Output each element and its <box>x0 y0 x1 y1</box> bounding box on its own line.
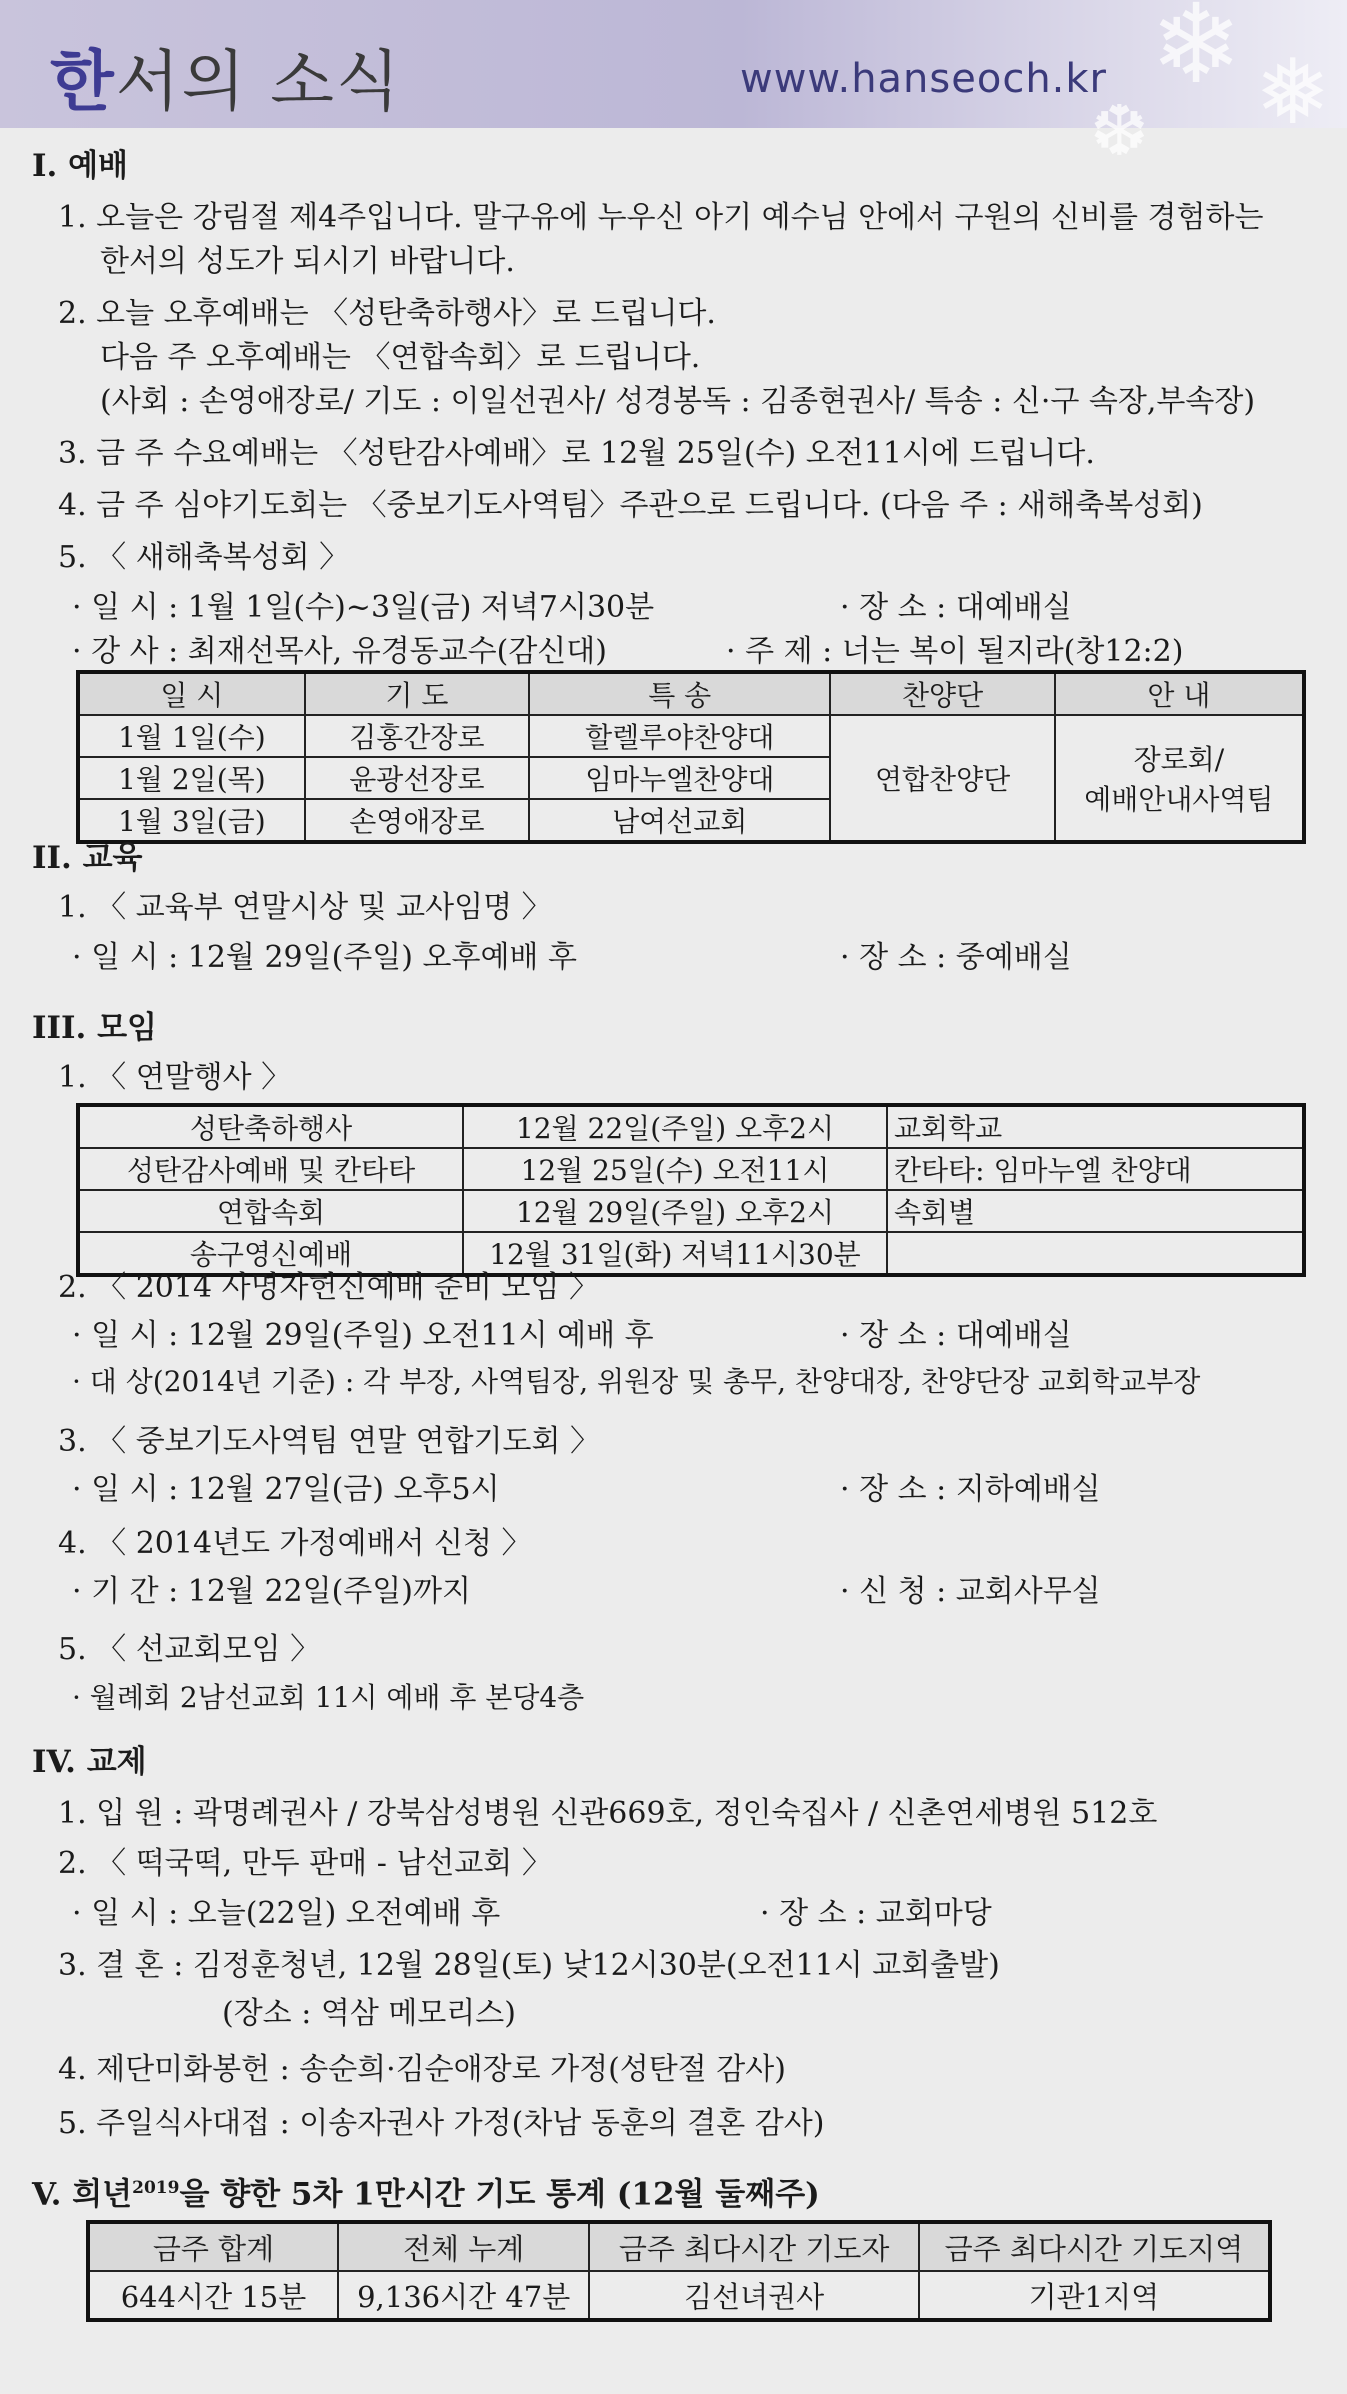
snowflake-icon: ❅ <box>1255 40 1331 145</box>
list-item: 5. 〈 선교회모임 〉 <box>58 1632 321 1667</box>
table-row <box>88 2271 1270 2320</box>
table-row <box>78 715 1304 757</box>
event-place: · 장 소 : 대예배실 <box>840 1318 1072 1353</box>
table-cell: 속회별 <box>887 1190 1304 1232</box>
list-item-continued: 한서의 성도가 되시기 바랍니다. <box>100 244 515 279</box>
list-item-continued: (사회 : 손영애장로/ 기도 : 이일선권사/ 성경봉독 : 김종현권사/ 특송 : 신·구 속장,부속장) <box>100 384 1256 419</box>
table-cell: 김홍간장로 <box>305 715 529 757</box>
list-item: 4. 금 주 심야기도회는 〈중보기도사역팀〉주관으로 드립니다. (다음 주 : 새해축복성회) <box>58 488 1203 523</box>
guide-line: 예배안내사역팀 <box>1084 783 1274 816</box>
table-header-cell: 안 내 <box>1055 672 1304 715</box>
table-row <box>78 1148 1304 1190</box>
table-cell: 칸타타: 임마누엘 찬양대 <box>887 1148 1304 1190</box>
section-heading: II. 교육 <box>32 840 143 876</box>
event-date: · 일 시 : 12월 27일(금) 오후5시 <box>72 1472 500 1507</box>
event-theme: · 주 제 : 너는 복이 될지라(창12:2) <box>726 634 1184 669</box>
event-date: · 일 시 : 오늘(22일) 오전예배 후 <box>72 1896 501 1931</box>
event-apply: · 신 청 : 교회사무실 <box>840 1574 1101 1609</box>
event-place: · 장 소 : 지하예배실 <box>840 1472 1101 1507</box>
list-item-continued: 다음 주 오후예배는 〈연합속회〉로 드립니다. <box>100 340 701 375</box>
table-header-cell: 특 송 <box>529 672 830 715</box>
table-cell: 1월 2일(목) <box>78 757 305 799</box>
event-place: · 장 소 : 대예배실 <box>840 590 1072 625</box>
event-place: · 장 소 : 교회마당 <box>760 1896 992 1931</box>
list-item: 2. 〈 2014 사명자헌신예배 준비 모임 〉 <box>58 1270 599 1305</box>
prayer-stats-table <box>86 2220 1272 2322</box>
table-cell: 손영애장로 <box>305 799 529 842</box>
year-end-events-table <box>76 1103 1306 1277</box>
choir-cell: 연합찬양단 <box>830 715 1054 842</box>
section-heading: III. 모임 <box>32 1010 157 1046</box>
list-item: 2. 〈 떡국떡, 만두 판매 - 남선교회 〉 <box>58 1846 552 1881</box>
list-item: 3. 〈 중보기도사역팀 연말 연합기도회 〉 <box>58 1424 601 1459</box>
table-cell: 윤광선장로 <box>305 757 529 799</box>
event-place: · 장 소 : 중예배실 <box>840 940 1072 975</box>
event-target: · 대 상(2014년 기준) : 각 부장, 사역팀장, 위원장 및 총무, 찬양대장, 찬양단장 교회학교부장 <box>72 1365 1201 1398</box>
table-cell: 성탄축하행사 <box>78 1105 463 1148</box>
section-heading: IV. 교제 <box>32 1744 147 1780</box>
event-detail: · 월례회 2남선교회 11시 예배 후 본당4층 <box>72 1681 585 1714</box>
event-date: · 일 시 : 12월 29일(주일) 오후예배 후 <box>72 940 577 975</box>
table-header-row <box>78 672 1304 715</box>
list-item: 4. 제단미화봉헌 : 송순희·김순애장로 가정(성탄절 감사) <box>58 2052 786 2087</box>
table-cell: 할렐루야찬양대 <box>529 715 830 757</box>
table-cell: 기관1지역 <box>919 2271 1270 2320</box>
table-header-cell: 금주 최다시간 기도지역 <box>919 2222 1270 2271</box>
table-cell: 1월 3일(금) <box>78 799 305 842</box>
page-title: 한서의 소식 <box>50 42 402 120</box>
table-row <box>78 1105 1304 1148</box>
list-item: 1. 〈 교육부 연말시상 및 교사임명 〉 <box>58 890 552 925</box>
event-speaker: · 강 사 : 최재선목사, 유경동교수(감신대) <box>72 634 607 669</box>
snowflake-icon: ❄ <box>1150 0 1243 108</box>
list-item: 4. 〈 2014년도 가정예배서 신청 〉 <box>58 1526 532 1561</box>
list-item: 3. 금 주 수요예배는 〈성탄감사예배〉로 12월 25일(수) 오전11시에 드립니다. <box>58 436 1095 471</box>
list-item: 1. 오늘은 강림절 제4주입니다. 말구유에 누우신 아기 예수님 안에서 구원의 신비를 경험하는 <box>58 200 1264 235</box>
guide-cell <box>1055 715 1304 842</box>
table-header-cell: 금주 합계 <box>88 2222 338 2271</box>
website-url: www.hanseoch.kr <box>740 56 1107 102</box>
table-header-cell: 기 도 <box>305 672 529 715</box>
table-row <box>78 1190 1304 1232</box>
table-cell: 12월 22일(주일) 오후2시 <box>463 1105 887 1148</box>
table-header-cell: 찬양단 <box>830 672 1054 715</box>
table-cell: 연합속회 <box>78 1190 463 1232</box>
table-cell: 교회학교 <box>887 1105 1304 1148</box>
list-item: 5. 〈 새해축복성회 〉 <box>58 540 350 575</box>
event-period: · 기 간 : 12월 22일(주일)까지 <box>72 1574 471 1609</box>
table-cell <box>887 1232 1304 1275</box>
list-item: 2. 오늘 오후예배는 〈성탄축하행사〉로 드립니다. <box>58 296 716 331</box>
list-item: 5. 주일식사대접 : 이송자권사 가정(차남 동훈의 결혼 감사) <box>58 2106 825 2141</box>
table-cell: 12월 29일(주일) 오후2시 <box>463 1190 887 1232</box>
table-header-cell: 금주 최다시간 기도자 <box>589 2222 918 2271</box>
table-cell: 임마누엘찬양대 <box>529 757 830 799</box>
table-header-cell: 전체 누계 <box>338 2222 590 2271</box>
table-cell: 송구영신예배 <box>78 1232 463 1275</box>
table-header-cell: 일 시 <box>78 672 305 715</box>
table-cell: 9,136시간 47분 <box>338 2271 590 2320</box>
list-item: 3. 결 혼 : 김정훈청년, 12월 28일(토) 낮12시30분(오전11시 교회출발) <box>58 1948 1000 1983</box>
list-item: 1. 〈 연말행사 〉 <box>58 1060 292 1095</box>
table-cell: 644시간 15분 <box>88 2271 338 2320</box>
section-heading: I. 예배 <box>32 148 128 184</box>
guide-line: 장로회/ <box>1133 743 1225 776</box>
table-cell: 성탄감사예배 및 칸타타 <box>78 1148 463 1190</box>
event-date: · 일 시 : 12월 29일(주일) 오전11시 예배 후 <box>72 1318 654 1353</box>
table-header-row <box>88 2222 1270 2271</box>
section-heading: V. 희년$^{2019}$을 향한 5차 1만시간 기도 통계 (12월 둘째주) <box>32 2176 820 2213</box>
list-item-continued: (장소 : 역삼 메모리스) <box>222 1996 516 2031</box>
table-cell: 1월 1일(수) <box>78 715 305 757</box>
table-cell: 12월 25일(수) 오전11시 <box>463 1148 887 1190</box>
list-item: 1. 입 원 : 곽명례권사 / 강북삼성병원 신관669호, 정인숙집사 / 신촌연세병원 512호 <box>58 1796 1158 1831</box>
table-cell: 12월 31일(화) 저녁11시30분 <box>463 1232 887 1275</box>
table-cell: 김선녀권사 <box>589 2271 918 2320</box>
table-cell: 남여선교회 <box>529 799 830 842</box>
snowflake-icon: ❆ <box>1090 90 1149 172</box>
event-date: · 일 시 : 1월 1일(수)~3일(금) 저녁7시30분 <box>72 590 655 625</box>
revival-schedule-table <box>76 670 1306 844</box>
